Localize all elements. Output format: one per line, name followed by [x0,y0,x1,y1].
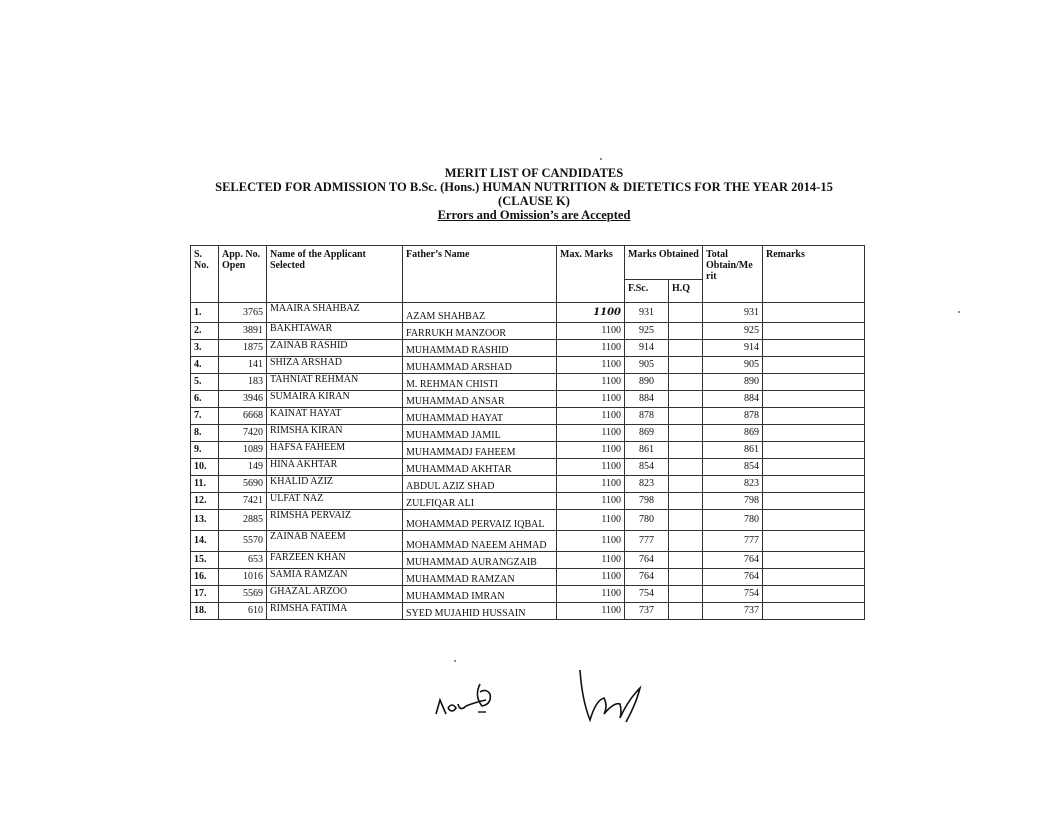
cell-father-name: MUHAMMAD AKHTAR [403,459,557,476]
cell-fsc: 861 [625,442,669,459]
cell-father-name: ZULFIQAR ALI [403,493,557,510]
cell-app-no: 2885 [219,510,267,531]
cell-fsc: 878 [625,408,669,425]
cell-fsc: 737 [625,603,669,620]
cell-fsc: 854 [625,459,669,476]
cell-total: 823 [703,476,763,493]
cell-sno: 6. [191,391,219,408]
cell-max-marks: 1100 [557,391,625,408]
errors-note: Errors and Omission’s are Accepted [437,208,631,222]
cell-hq [669,408,703,425]
cell-total: 777 [703,531,763,552]
table-row [191,531,865,552]
cell-father-name: MUHAMMAD RAMZAN [403,569,557,586]
cell-father-name: FARRUKH MANZOOR [403,323,557,340]
cell-remarks [763,425,865,442]
cell-total: 914 [703,340,763,357]
cell-father-name: AZAM SHAHBAZ [403,303,557,323]
cell-max-marks: 1100 [557,510,625,531]
cell-max-marks: 1100 [557,442,625,459]
col-header-remarks: Remarks [763,246,865,303]
cell-father-name: ABDUL AZIZ SHAD [403,476,557,493]
cell-sno: 15. [191,552,219,569]
cell-sno: 2. [191,323,219,340]
cell-max-marks: 1100 [557,425,625,442]
cell-applicant-name: ZAINAB RASHID [267,340,403,357]
cell-applicant-name: KHALID AZIZ [267,476,403,493]
scan-speck [454,660,456,662]
cell-applicant-name: FARZEEN KHAN [267,552,403,569]
cell-total: 925 [703,323,763,340]
cell-remarks [763,531,865,552]
cell-sno: 3. [191,340,219,357]
col-header-hq: H.Q [669,280,703,303]
cell-sno: 8. [191,425,219,442]
cell-fsc: 905 [625,357,669,374]
cell-hq [669,374,703,391]
cell-applicant-name: RIMSHA PERVAIZ [267,510,403,531]
cell-sno: 14. [191,531,219,552]
cell-remarks [763,552,865,569]
cell-app-no: 653 [219,552,267,569]
cell-applicant-name: RIMSHA KIRAN [267,425,403,442]
col-header-obtained: Marks Obtained [625,246,703,280]
cell-hq [669,569,703,586]
cell-remarks [763,323,865,340]
cell-app-no: 141 [219,357,267,374]
signature-left [432,674,504,722]
cell-hq [669,603,703,620]
cell-applicant-name: KAINAT HAYAT [267,408,403,425]
cell-remarks [763,510,865,531]
cell-father-name: MUHAMMAD ARSHAD [403,357,557,374]
cell-applicant-name: ULFAT NAZ [267,493,403,510]
cell-total: 764 [703,569,763,586]
cell-total: 861 [703,442,763,459]
col-header-father: Father’s Name [403,246,557,303]
table-row [191,425,865,442]
cell-fsc: 823 [625,476,669,493]
cell-hq [669,493,703,510]
cell-hq [669,531,703,552]
cell-fsc: 914 [625,340,669,357]
cell-total: 931 [703,303,763,323]
cell-sno: 18. [191,603,219,620]
merit-table [190,245,865,620]
cell-sno: 11. [191,476,219,493]
cell-sno: 10. [191,459,219,476]
cell-hq [669,357,703,374]
cell-app-no: 3891 [219,323,267,340]
table-row [191,374,865,391]
cell-total: 754 [703,586,763,603]
cell-hq [669,425,703,442]
cell-hq [669,552,703,569]
scan-speck [958,311,960,313]
cell-applicant-name: GHAZAL ARZOO [267,586,403,603]
cell-hq [669,340,703,357]
cell-fsc: 764 [625,552,669,569]
col-header-name: Name of the Applicant Selected [267,246,403,303]
table-row [191,586,865,603]
cell-father-name: MUHAMMAD RASHID [403,340,557,357]
col-header-total: Total Obtain/Me rit [703,246,763,303]
cell-applicant-name: HAFSA FAHEEM [267,442,403,459]
table-row [191,552,865,569]
col-header-fsc: F.Sc. [625,280,669,303]
cell-total: 780 [703,510,763,531]
cell-total: 869 [703,425,763,442]
cell-fsc: 884 [625,391,669,408]
cell-app-no: 5690 [219,476,267,493]
cell-app-no: 3946 [219,391,267,408]
cell-applicant-name: ZAINAB NAEEM [267,531,403,552]
cell-father-name: MOHAMMAD NAEEM AHMAD [403,531,557,552]
page-title: MERIT LIST OF CANDIDATES [444,166,624,180]
cell-total: 878 [703,408,763,425]
cell-applicant-name: SUMAIRA KIRAN [267,391,403,408]
cell-remarks [763,340,865,357]
cell-applicant-name: TAHNIAT REHMAN [267,374,403,391]
cell-total: 764 [703,552,763,569]
cell-hq [669,323,703,340]
cell-remarks [763,493,865,510]
cell-remarks [763,603,865,620]
cell-hq [669,303,703,323]
cell-total: 798 [703,493,763,510]
cell-app-no: 5569 [219,586,267,603]
cell-total: 854 [703,459,763,476]
cell-hq [669,442,703,459]
cell-max-marks: 1100 [557,303,625,323]
clause-label: (CLAUSE K) [498,194,570,208]
cell-remarks [763,476,865,493]
cell-father-name: MUHAMMAD JAMIL [403,425,557,442]
table-row [191,442,865,459]
cell-father-name: SYED MUJAHID HUSSAIN [403,603,557,620]
cell-max-marks: 1100 [557,531,625,552]
cell-sno: 5. [191,374,219,391]
cell-sno: 4. [191,357,219,374]
cell-remarks [763,408,865,425]
cell-father-name: M. REHMAN CHISTI [403,374,557,391]
cell-remarks [763,357,865,374]
cell-father-name: MOHAMMAD PERVAIZ IQBAL [403,510,557,531]
cell-hq [669,586,703,603]
cell-remarks [763,391,865,408]
cell-max-marks: 1100 [557,374,625,391]
cell-remarks [763,303,865,323]
cell-total: 737 [703,603,763,620]
cell-applicant-name: HINA AKHTAR [267,459,403,476]
table-row [191,357,865,374]
table-row [191,408,865,425]
table-row [191,510,865,531]
cell-app-no: 7420 [219,425,267,442]
cell-sno: 1. [191,303,219,323]
cell-applicant-name: MAAIRA SHAHBAZ [267,303,403,323]
cell-father-name: MUHAMMAD HAYAT [403,408,557,425]
scan-speck [600,158,602,160]
cell-sno: 7. [191,408,219,425]
cell-app-no: 7421 [219,493,267,510]
cell-fsc: 754 [625,586,669,603]
cell-app-no: 3765 [219,303,267,323]
cell-fsc: 869 [625,425,669,442]
cell-fsc: 777 [625,531,669,552]
table-row [191,459,865,476]
table-row [191,569,865,586]
cell-applicant-name: RIMSHA FATIMA [267,603,403,620]
cell-hq [669,459,703,476]
cell-fsc: 764 [625,569,669,586]
cell-sno: 16. [191,569,219,586]
cell-max-marks: 1100 [557,552,625,569]
table-row [191,340,865,357]
cell-applicant-name: BAKHTAWAR [267,323,403,340]
cell-remarks [763,442,865,459]
table-row [191,603,865,620]
cell-app-no: 1089 [219,442,267,459]
cell-fsc: 890 [625,374,669,391]
cell-max-marks: 1100 [557,603,625,620]
cell-fsc: 780 [625,510,669,531]
col-header-max: Max. Marks [557,246,625,303]
cell-max-marks: 1100 [557,357,625,374]
table-row [191,323,865,340]
cell-app-no: 610 [219,603,267,620]
cell-father-name: MUHAMMAD IMRAN [403,586,557,603]
cell-max-marks: 1100 [557,408,625,425]
cell-hq [669,510,703,531]
cell-app-no: 1875 [219,340,267,357]
cell-total: 884 [703,391,763,408]
cell-app-no: 5570 [219,531,267,552]
cell-max-marks: 1100 [557,493,625,510]
page-subtitle: SELECTED FOR ADMISSION TO B.Sc. (Hons.) HUMAN NUTRITION & DIETETICS FOR THE YEAR 2014-15 [215,180,833,194]
cell-remarks [763,374,865,391]
cell-father-name: MUHAMMADJ FAHEEM [403,442,557,459]
cell-remarks [763,586,865,603]
cell-total: 905 [703,357,763,374]
cell-max-marks: 1100 [557,459,625,476]
signature-right [572,666,668,728]
cell-remarks [763,569,865,586]
cell-app-no: 6668 [219,408,267,425]
cell-max-marks: 1100 [557,323,625,340]
cell-max-marks: 1100 [557,476,625,493]
col-header-app: App. No. Open [219,246,267,303]
cell-hq [669,476,703,493]
cell-remarks [763,459,865,476]
cell-app-no: 149 [219,459,267,476]
cell-sno: 17. [191,586,219,603]
cell-app-no: 183 [219,374,267,391]
cell-max-marks: 1100 [557,340,625,357]
cell-father-name: MUHAMMAD ANSAR [403,391,557,408]
table-row [191,476,865,493]
cell-sno: 9. [191,442,219,459]
cell-total: 890 [703,374,763,391]
table-row [191,391,865,408]
cell-sno: 12. [191,493,219,510]
cell-max-marks: 1100 [557,569,625,586]
cell-fsc: 798 [625,493,669,510]
cell-applicant-name: SHIZA ARSHAD [267,357,403,374]
cell-fsc: 931 [625,303,669,323]
cell-fsc: 925 [625,323,669,340]
cell-app-no: 1016 [219,569,267,586]
table-row [191,493,865,510]
table-row [191,303,865,323]
cell-hq [669,391,703,408]
cell-applicant-name: SAMIA RAMZAN [267,569,403,586]
cell-max-marks: 1100 [557,586,625,603]
cell-father-name: MUHAMMAD AURANGZAIB [403,552,557,569]
col-header-sno: S. No. [191,246,219,303]
cell-sno: 13. [191,510,219,531]
